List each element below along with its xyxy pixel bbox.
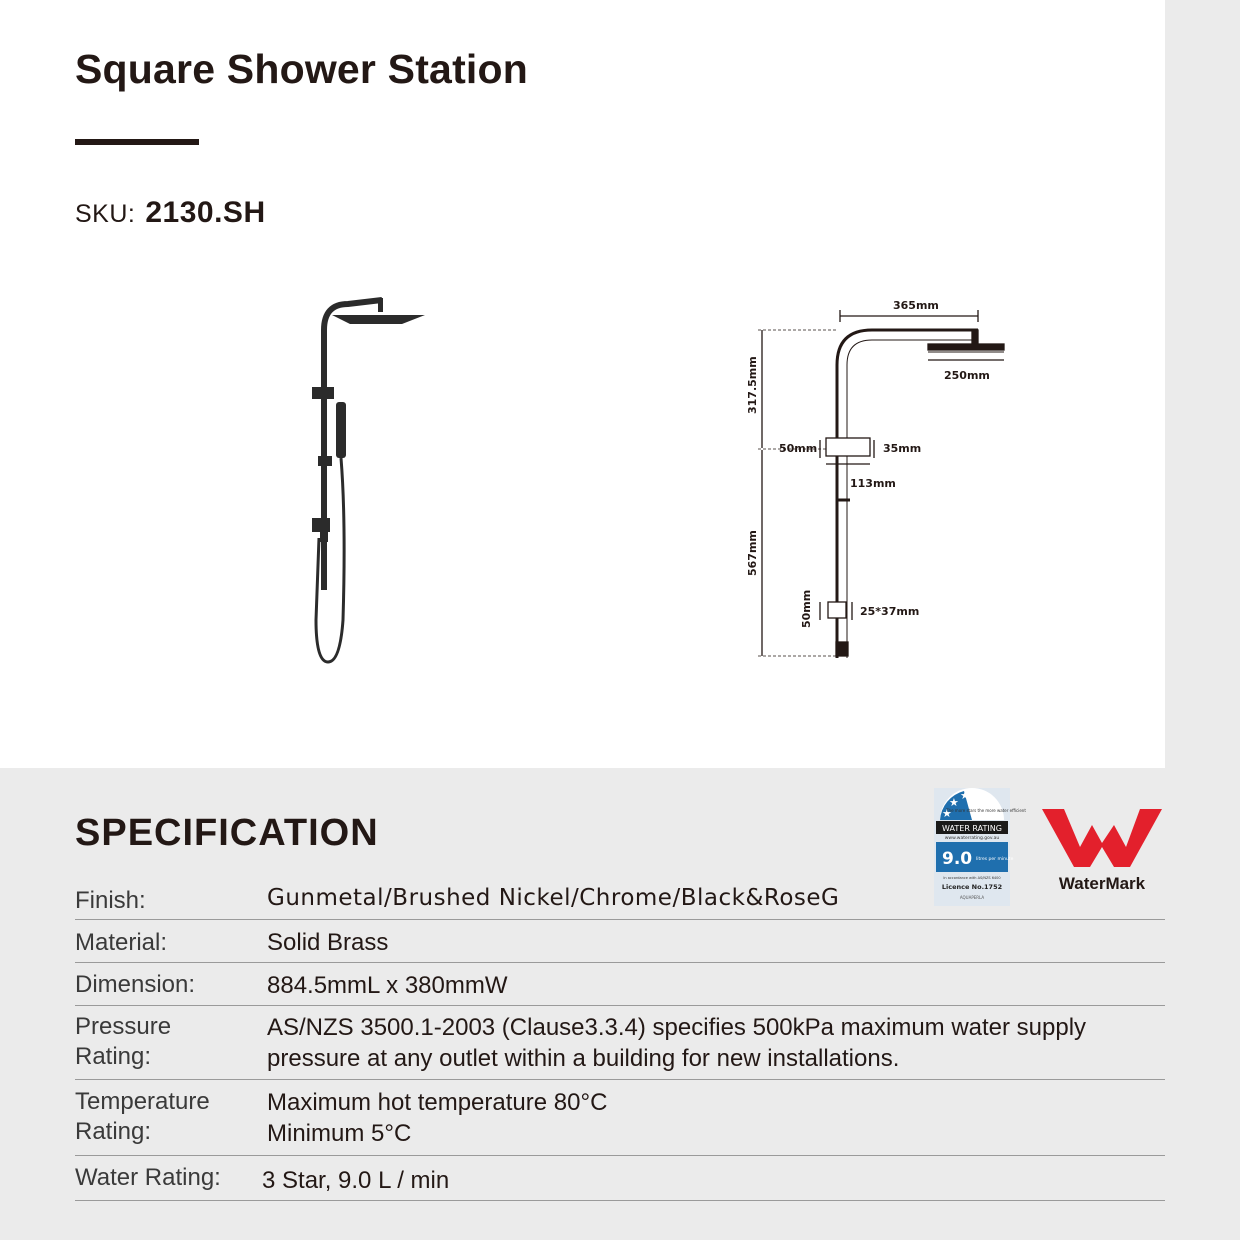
dim-holder-height: 50mm	[779, 442, 818, 455]
sku	[75, 196, 266, 230]
water-rating-heading: WATER RATING	[942, 824, 1002, 833]
dim-arm-length: 365mm	[893, 299, 939, 312]
sku-value: 2130.SH	[145, 196, 266, 229]
water-rating-licence: Licence No.1752	[941, 883, 1003, 891]
spec-label: Finish:	[75, 887, 146, 914]
watermark-label: WaterMark	[1058, 874, 1146, 893]
dim-head-width: 250mm	[944, 369, 990, 382]
spec-row-pressure	[75, 1006, 1165, 1080]
dim-bracket-height: 50mm	[800, 589, 813, 628]
dimension-diagram	[740, 290, 1020, 670]
water-rating-product: AQUAPERLA	[959, 895, 985, 900]
spec-label: Dimension:	[75, 971, 196, 998]
sku-label: SKU:	[75, 200, 136, 228]
dim-bracket-size: 25*37mm	[860, 605, 920, 618]
svg-text:★: ★	[949, 797, 959, 809]
svg-text:★: ★	[960, 790, 970, 802]
spec-label: Water Rating:	[75, 1164, 221, 1191]
spec-label: Temperature Rating:	[75, 1088, 210, 1145]
spec-row-finish	[75, 878, 1165, 920]
shower-product-image	[290, 290, 440, 670]
spec-row-material	[75, 920, 1165, 963]
spec-value: Gunmetal/Brushed Nickel/Chrome/Black&RoseG	[267, 885, 840, 911]
spec-value: Maximum hot temperature 80°C Minimum 5°C	[267, 1089, 608, 1147]
dim-upper-height: 317.5mm	[746, 356, 759, 414]
spec-row-temperature	[75, 1080, 1165, 1156]
specification-table	[75, 878, 1165, 1201]
water-rating-value: 9.0	[942, 849, 973, 869]
dim-holder-depth: 35mm	[883, 442, 922, 455]
spec-row-dimension	[75, 963, 1165, 1006]
spec-row-water-rating	[75, 1156, 1165, 1201]
water-rating-unit: litres per minute	[976, 857, 1014, 862]
page-title: Square Shower Station	[75, 46, 528, 92]
spec-label: Pressure Rating:	[75, 1013, 172, 1070]
water-rating-tagline: The more stars the more water efficient	[946, 808, 1026, 813]
dim-lower-height: 567mm	[746, 530, 759, 576]
svg-text:★: ★	[942, 808, 952, 820]
spec-label: Material:	[75, 929, 168, 956]
water-rating-website: www.waterrating.gov.au	[944, 836, 1000, 841]
title-underline	[75, 139, 199, 145]
dim-holder-width: 113mm	[850, 477, 896, 490]
specification-heading: SPECIFICATION	[75, 812, 379, 854]
water-rating-standard: In accordance with AS/NZS 6400	[943, 876, 1001, 880]
spec-value: 884.5mmL x 380mmW	[267, 972, 508, 999]
spec-value: AS/NZS 3500.1-2003 (Clause3.3.4) specifies 500kPa maximum water supply pressure at any outlet within a building for new installations.	[267, 1014, 1087, 1072]
spec-value: 3 Star, 9.0 L / min	[262, 1167, 450, 1194]
spec-value: Solid Brass	[267, 929, 389, 956]
